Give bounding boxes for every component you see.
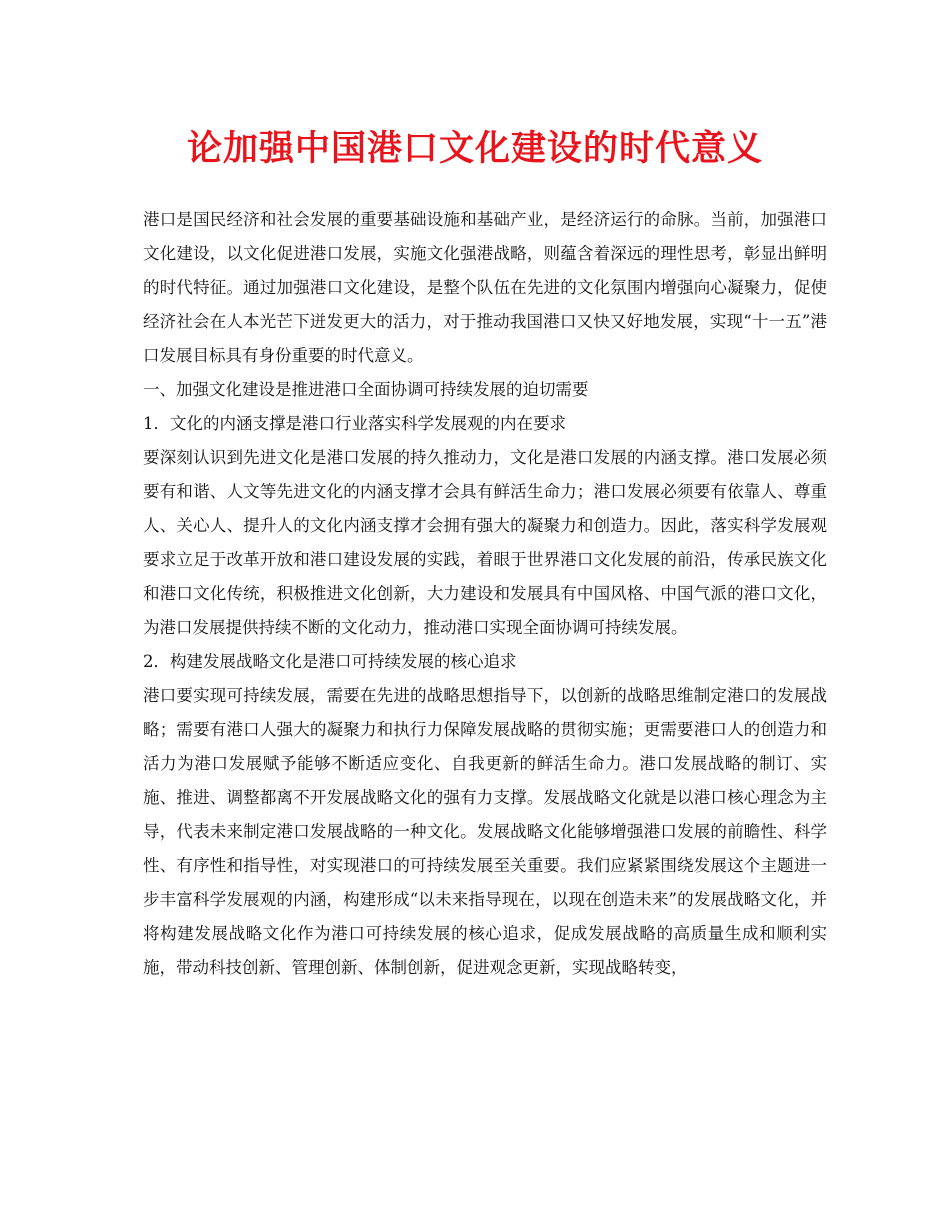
subsection-heading: 1．文化的内涵支撑是港口行业落实科学发展观的内在要求	[143, 414, 566, 433]
document-title: 论加强中国港口文化建设的时代意义	[186, 128, 763, 169]
section-heading: 一、加强文化建设是推进港口全面协调可持续发展的迫切需要	[143, 380, 589, 399]
body-paragraph: 港口要实现可持续发展，需要在先进的战略思想指导下，以创新的战略思维制定港口的发展战略；需要有港口人强大的凝聚力和执行力保障发展战略的贯彻实施；更需要港口人的创造力和活力为港口发展赋予能够不断适应变化、自我更新的鲜活生命力。港口发展战略的制订、实施、推进、调整都离不开发展战略文化的强有力支撑。发展战略文化就是以港口核心理念为主导，代表未来制定港口发展战略的一种文化。发展战略文化能够增强港口发展的前瞻性、科学性、有序性和指导性，对实现港口的可持续发展至关重要。我们应紧紧围绕发展这个主题进一步丰富科学发展观的内涵，构建形成“以未来指导现在，以现在创造未来”的发展战略文化，并将构建发展战略文化作为港口可持续发展的核心追求，促成发展战略的高质量生成和顺利实施，带动科技创新、管理创新、体制创新，促进观念更新，实现战略转变，	[143, 686, 827, 977]
body-paragraph: 要深刻认识到先进文化是港口发展的持久推动力，文化是港口发展的内涵支撑。港口发展必须要有和谐、人文等先进文化的内涵支撑才会具有鲜活生命力；港口发展必须要有依靠人、尊重人、关心人、提升人的文化内涵支撑才会拥有强大的凝聚力和创造力。因此，落实科学发展观要求立足于改革开放和港口建设发展的实践，着眼于世界港口文化发展的前沿，传承民族文化和港口文化传统，积极推进文化创新，大力建设和发展具有中国风格、中国气派的港口文化，为港口发展提供持续不断的文化动力，推动港口实现全面协调可持续发展。	[143, 448, 827, 637]
intro-paragraph: 港口是国民经济和社会发展的重要基础设施和基础产业，是经济运行的命脉。当前，加强港口文化建设，以文化促进港口发展，实施文化强港战略，则蕴含着深远的理性思考，彰显出鲜明的时代特征。通过加强港口文化建设，是整个队伍在先进的文化氛围内增强向心凝聚力，促使经济社会在人本光芒下迸发更大的活力，对于推动我国港口又快又好地发展，实现“十一五”港口发展目标具有身份重要的时代意义。	[143, 210, 827, 365]
subsection-heading: 2．构建发展战略文化是港口可持续发展的核心追求	[143, 652, 517, 671]
document-body	[143, 203, 827, 985]
